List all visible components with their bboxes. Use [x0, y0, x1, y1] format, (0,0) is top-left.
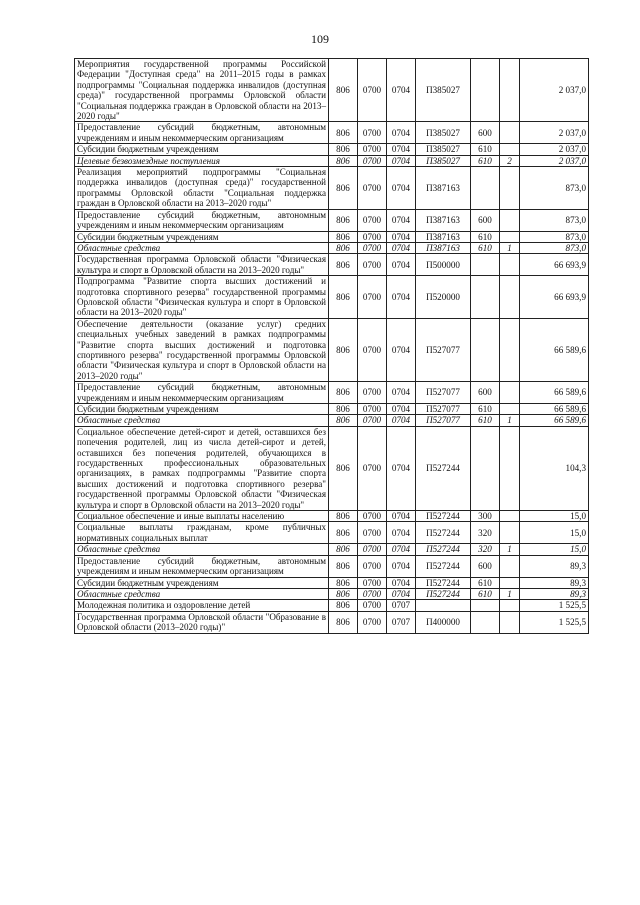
amount: 66 589,6	[520, 318, 589, 381]
subsection-code: 0704	[387, 382, 416, 404]
line-item-name: Социальное обеспечение и иные выплаты населению	[75, 511, 329, 522]
line-item-name: Целевые безвозмездные поступления	[75, 155, 329, 166]
funding-source-code	[500, 144, 520, 155]
target-article-code: П520000	[416, 276, 471, 319]
funding-source-code	[500, 382, 520, 404]
line-item-name: Молодежная политика и оздоровление детей	[75, 600, 329, 611]
amount: 15,0	[520, 544, 589, 555]
subsection-code: 0704	[387, 415, 416, 426]
section-code: 0700	[358, 600, 387, 611]
subsection-code: 0704	[387, 577, 416, 588]
subsection-code: 0704	[387, 254, 416, 276]
target-article-code: П385027	[416, 144, 471, 155]
amount: 66 589,6	[520, 382, 589, 404]
line-item-name: Областные средства	[75, 544, 329, 555]
section-code: 0700	[358, 254, 387, 276]
table-row	[75, 555, 589, 577]
section-code: 0700	[358, 144, 387, 155]
ministry-code: 806	[329, 59, 358, 122]
funding-source-code	[500, 600, 520, 611]
ministry-code: 806	[329, 544, 358, 555]
subsection-code: 0707	[387, 600, 416, 611]
table-row	[75, 209, 589, 231]
ministry-code: 806	[329, 155, 358, 166]
expense-type-code: 610	[471, 231, 500, 242]
amount: 873,0	[520, 242, 589, 253]
funding-source-code	[500, 404, 520, 415]
funding-source-code	[500, 511, 520, 522]
subsection-code: 0704	[387, 155, 416, 166]
ministry-code: 806	[329, 382, 358, 404]
subsection-code: 0704	[387, 544, 416, 555]
subsection-code: 0704	[387, 167, 416, 210]
target-article-code: П527244	[416, 577, 471, 588]
table-row	[75, 426, 589, 510]
expense-type-code: 320	[471, 544, 500, 555]
subsection-code: 0704	[387, 426, 416, 510]
amount: 2 037,0	[520, 144, 589, 155]
section-code: 0700	[358, 242, 387, 253]
amount: 1 525,5	[520, 611, 589, 633]
line-item-name: Областные средства	[75, 415, 329, 426]
section-code: 0700	[358, 122, 387, 144]
table-row	[75, 122, 589, 144]
ministry-code: 806	[329, 276, 358, 319]
target-article-code: П400000	[416, 611, 471, 633]
amount: 66 589,6	[520, 415, 589, 426]
expense-type-code: 610	[471, 242, 500, 253]
section-code: 0700	[358, 588, 387, 599]
line-item-name: Предоставление субсидий бюджетным, автономным учреждениям и иным некоммерческим организациям	[75, 555, 329, 577]
expense-type-code: 600	[471, 382, 500, 404]
funding-source-code	[500, 555, 520, 577]
amount: 873,0	[520, 231, 589, 242]
target-article-code: П527244	[416, 522, 471, 544]
amount: 873,0	[520, 209, 589, 231]
table-row	[75, 404, 589, 415]
funding-source-code	[500, 318, 520, 381]
expense-type-code	[471, 59, 500, 122]
target-article-code: П500000	[416, 254, 471, 276]
expense-type-code	[471, 276, 500, 319]
expense-type-code	[471, 600, 500, 611]
section-code: 0700	[358, 577, 387, 588]
funding-source-code: 1	[500, 242, 520, 253]
table-row	[75, 59, 589, 122]
subsection-code: 0704	[387, 588, 416, 599]
amount: 1 525,5	[520, 600, 589, 611]
table-row	[75, 415, 589, 426]
expense-type-code	[471, 167, 500, 210]
section-code: 0700	[358, 404, 387, 415]
line-item-name: Обеспечение деятельности (оказание услуг) средних специальных учебных заведений в рамках подпрограммы "Развитие спорта высших достижений и подготовка спортивного резерва" государственной программы Орловской области "Физическая культура и спорт в Орловской области на 2013–2020 годы"	[75, 318, 329, 381]
ministry-code: 806	[329, 600, 358, 611]
funding-source-code	[500, 59, 520, 122]
expense-type-code: 600	[471, 122, 500, 144]
expense-type-code: 610	[471, 144, 500, 155]
funding-source-code	[500, 209, 520, 231]
amount: 2 037,0	[520, 59, 589, 122]
expense-type-code: 610	[471, 404, 500, 415]
ministry-code: 806	[329, 415, 358, 426]
target-article-code: П385027	[416, 155, 471, 166]
expense-type-code: 610	[471, 588, 500, 599]
subsection-code: 0704	[387, 276, 416, 319]
subsection-code: 0704	[387, 122, 416, 144]
amount: 15,0	[520, 522, 589, 544]
section-code: 0700	[358, 276, 387, 319]
amount: 66 693,9	[520, 254, 589, 276]
ministry-code: 806	[329, 144, 358, 155]
ministry-code: 806	[329, 242, 358, 253]
expense-type-code: 610	[471, 155, 500, 166]
funding-source-code: 1	[500, 588, 520, 599]
section-code: 0700	[358, 555, 387, 577]
budget-table	[74, 58, 589, 634]
funding-source-code	[500, 167, 520, 210]
table-row	[75, 577, 589, 588]
expense-type-code	[471, 611, 500, 633]
expense-type-code: 610	[471, 577, 500, 588]
ministry-code: 806	[329, 555, 358, 577]
funding-source-code	[500, 522, 520, 544]
ministry-code: 806	[329, 167, 358, 210]
section-code: 0700	[358, 155, 387, 166]
ministry-code: 806	[329, 122, 358, 144]
amount: 15,0	[520, 511, 589, 522]
amount: 104,3	[520, 426, 589, 510]
target-article-code: П527244	[416, 544, 471, 555]
amount: 89,3	[520, 577, 589, 588]
expense-type-code	[471, 254, 500, 276]
ministry-code: 806	[329, 511, 358, 522]
line-item-name: Областные средства	[75, 588, 329, 599]
subsection-code: 0707	[387, 611, 416, 633]
section-code: 0700	[358, 522, 387, 544]
expense-type-code: 610	[471, 415, 500, 426]
funding-source-code	[500, 231, 520, 242]
subsection-code: 0704	[387, 522, 416, 544]
subsection-code: 0704	[387, 318, 416, 381]
amount: 66 589,6	[520, 404, 589, 415]
table-row	[75, 544, 589, 555]
ministry-code: 806	[329, 577, 358, 588]
ministry-code: 806	[329, 426, 358, 510]
line-item-name: Реализация мероприятий подпрограммы "Социальная поддержка инвалидов (доступная среда)" государственной программы Орловской области "Социальная поддержка граждан в Орловской области на 2013–2020 годы"	[75, 167, 329, 210]
target-article-code: П387163	[416, 209, 471, 231]
line-item-name: Социальные выплаты гражданам, кроме публичных нормативных социальных выплат	[75, 522, 329, 544]
section-code: 0700	[358, 318, 387, 381]
funding-source-code	[500, 122, 520, 144]
subsection-code: 0704	[387, 555, 416, 577]
section-code: 0700	[358, 426, 387, 510]
subsection-code: 0704	[387, 59, 416, 122]
section-code: 0700	[358, 231, 387, 242]
table-row	[75, 382, 589, 404]
table-row	[75, 144, 589, 155]
target-article-code: П527244	[416, 555, 471, 577]
page-number: 109	[311, 32, 329, 46]
funding-source-code: 1	[500, 544, 520, 555]
amount: 2 037,0	[520, 122, 589, 144]
target-article-code: П387163	[416, 231, 471, 242]
funding-source-code	[500, 254, 520, 276]
line-item-name: Субсидии бюджетным учреждениям	[75, 144, 329, 155]
expense-type-code: 600	[471, 555, 500, 577]
ministry-code: 806	[329, 231, 358, 242]
table-row	[75, 155, 589, 166]
table-row	[75, 318, 589, 381]
funding-source-code	[500, 426, 520, 510]
expense-type-code	[471, 318, 500, 381]
subsection-code: 0704	[387, 511, 416, 522]
line-item-name: Субсидии бюджетным учреждениям	[75, 577, 329, 588]
table-row	[75, 522, 589, 544]
table-row	[75, 588, 589, 599]
target-article-code: П527077	[416, 382, 471, 404]
target-article-code: П387163	[416, 167, 471, 210]
target-article-code: П385027	[416, 122, 471, 144]
table-row	[75, 231, 589, 242]
subsection-code: 0704	[387, 209, 416, 231]
ministry-code: 806	[329, 611, 358, 633]
line-item-name: Предоставление субсидий бюджетным, автономным учреждениям и иным некоммерческим организациям	[75, 209, 329, 231]
subsection-code: 0704	[387, 242, 416, 253]
target-article-code: П527244	[416, 588, 471, 599]
amount: 66 693,9	[520, 276, 589, 319]
line-item-name: Субсидии бюджетным учреждениям	[75, 231, 329, 242]
target-article-code	[416, 600, 471, 611]
section-code: 0700	[358, 611, 387, 633]
table-row	[75, 254, 589, 276]
line-item-name: Государственная программа Орловской области "Образование в Орловской области (2013–2020 годы)"	[75, 611, 329, 633]
target-article-code: П387163	[416, 242, 471, 253]
line-item-name: Подпрограмма "Развитие спорта высших достижений и подготовка спортивного резерва" государственной программы Орловской области "Физическая культура и спорт в Орловской области на 2013–2020 годы"	[75, 276, 329, 319]
target-article-code: П527077	[416, 404, 471, 415]
funding-source-code	[500, 611, 520, 633]
section-code: 0700	[358, 415, 387, 426]
ministry-code: 806	[329, 588, 358, 599]
table-row	[75, 276, 589, 319]
expense-type-code: 320	[471, 522, 500, 544]
funding-source-code: 1	[500, 415, 520, 426]
line-item-name: Государственная программа Орловской области "Физическая культура и спорт в Орловской области на 2013–2020 годы"	[75, 254, 329, 276]
line-item-name: Областные средства	[75, 242, 329, 253]
ministry-code: 806	[329, 209, 358, 231]
table-row	[75, 600, 589, 611]
table-row	[75, 242, 589, 253]
target-article-code: П527244	[416, 511, 471, 522]
line-item-name: Субсидии бюджетным учреждениям	[75, 404, 329, 415]
subsection-code: 0704	[387, 404, 416, 415]
section-code: 0700	[358, 209, 387, 231]
ministry-code: 806	[329, 318, 358, 381]
subsection-code: 0704	[387, 231, 416, 242]
ministry-code: 806	[329, 254, 358, 276]
section-code: 0700	[358, 544, 387, 555]
section-code: 0700	[358, 511, 387, 522]
funding-source-code: 2	[500, 155, 520, 166]
ministry-code: 806	[329, 404, 358, 415]
amount: 873,0	[520, 167, 589, 210]
ministry-code: 806	[329, 522, 358, 544]
line-item-name: Мероприятия государственной программы Российской Федерации "Доступная среда" на 2011–2015 годы в рамках подпрограммы "Социальная поддержка инвалидов (доступная среда)" государственной программы Орловской области "Социальная поддержка граждан в Орловской области на 2013–2020 годы"	[75, 59, 329, 122]
amount: 2 037,0	[520, 155, 589, 166]
line-item-name: Предоставление субсидий бюджетным, автономным учреждениям и иным некоммерческим организациям	[75, 122, 329, 144]
target-article-code: П527077	[416, 318, 471, 381]
table-body	[75, 59, 589, 634]
target-article-code: П527244	[416, 426, 471, 510]
expense-type-code: 600	[471, 209, 500, 231]
amount: 89,3	[520, 555, 589, 577]
subsection-code: 0704	[387, 144, 416, 155]
line-item-name: Социальное обеспечение детей-сирот и детей, оставшихся без попечения родителей, лиц из числа детей-сирот и детей, оставшихся без попечения родителей, обучающихся в государственных профессиональных образовательных организациях, в рамках подпрограммы "Развитие спорта высших достижений и подготовка спортивного резерва" государственной программы Орловской области "Физическая культура и спорт в Орловской области на 2013–2020 годы"	[75, 426, 329, 510]
funding-source-code	[500, 276, 520, 319]
target-article-code: П527077	[416, 415, 471, 426]
table-row	[75, 611, 589, 633]
funding-source-code	[500, 577, 520, 588]
section-code: 0700	[358, 382, 387, 404]
table-row	[75, 511, 589, 522]
line-item-name: Предоставление субсидий бюджетным, автономным учреждениям и иным некоммерческим организациям	[75, 382, 329, 404]
amount: 89,3	[520, 588, 589, 599]
expense-type-code: 300	[471, 511, 500, 522]
section-code: 0700	[358, 59, 387, 122]
expense-type-code	[471, 426, 500, 510]
target-article-code: П385027	[416, 59, 471, 122]
section-code: 0700	[358, 167, 387, 210]
table-row	[75, 167, 589, 210]
